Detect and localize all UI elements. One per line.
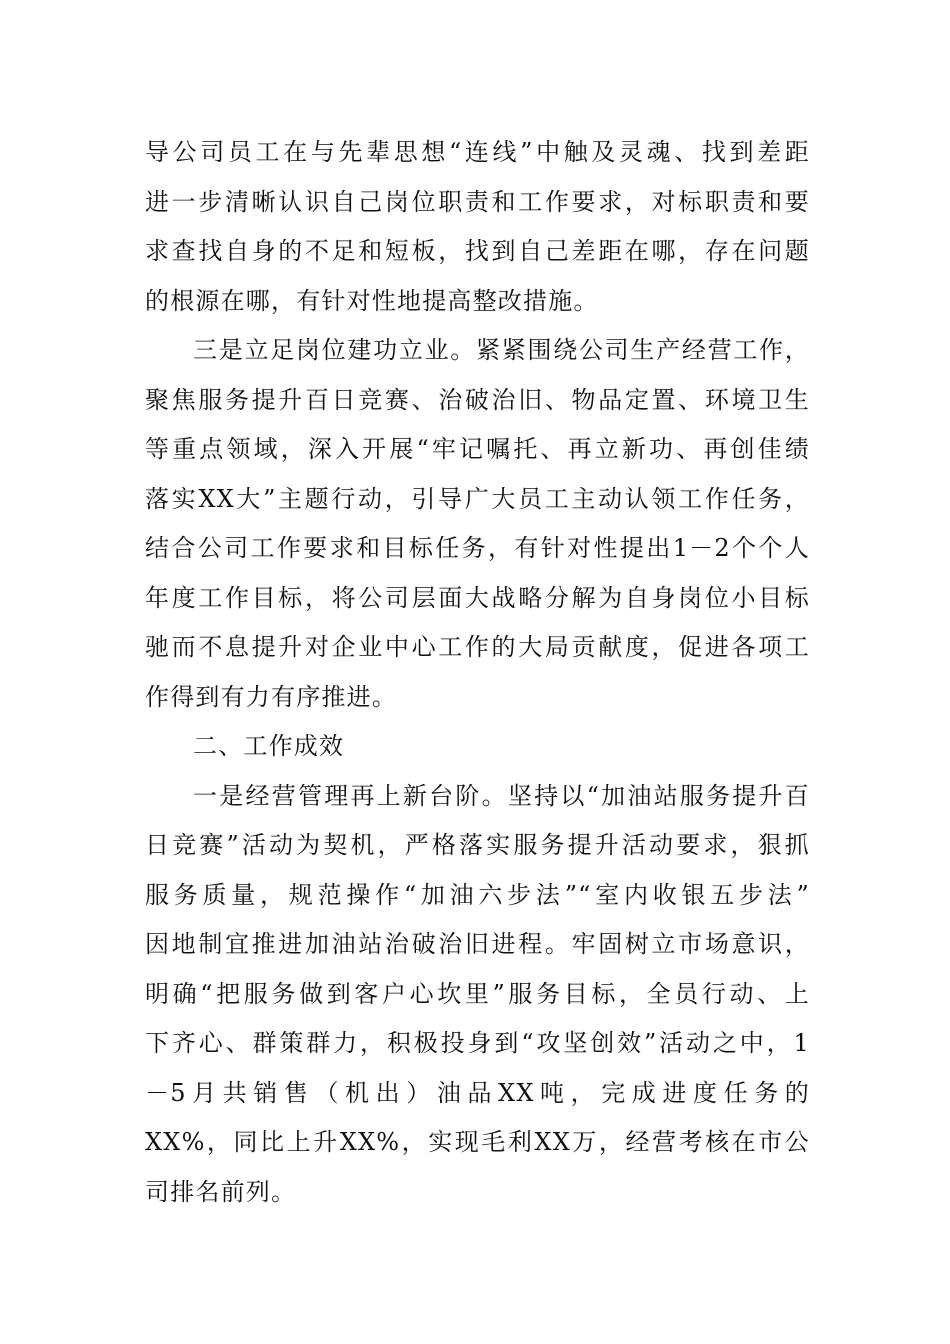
text-line: 年度工作目标，将公司层面大战略分解为自身岗位小目标 [145,583,810,612]
text-line: 一是经营管理再上新台阶。坚持以“加油站服务提升百 [193,781,810,810]
text-line: 求查找自身的不足和短板，找到自己差距在哪，存在问题 [145,237,810,265]
text-line: 因地制宜推进加油站治破治旧进程。牢固树立市场意识， [145,930,810,958]
section-heading: 二、工作成效 [193,732,345,760]
text-line: 的根源在哪，有针对性地提高整改措施。 [145,286,599,315]
text-line: 结合公司工作要求和目标任务，有针对性提出1－2个个人 [145,534,810,562]
text-line: 作得到有力有序推进。 [145,682,397,711]
text-line: 明确“把服务做到客户心坎里”服务目标，全员行动、上 [145,979,810,1008]
text-line: 进一步清晰认识自己岗位职责和工作要求，对标职责和要 [145,187,810,216]
text-line: 下齐心、群策群力，积极投身到“攻坚创效”活动之中，1 [145,1029,810,1057]
document-body [145,128,810,1217]
text-line: 等重点领域，深入开展“牢记嘱托、再立新功、再创佳绩 [145,435,810,463]
text-line: 落实XX大”主题行动，引导广大员工主动认领工作任务， [145,484,810,513]
text-line: XX%，同比上升XX%，实现毛利XX万，经营考核在市公 [145,1128,810,1156]
text-line: 司排名前列。 [145,1177,297,1206]
text-line: 驰而不息提升对企业中心工作的大局贡献度，促进各项工 [145,633,810,661]
text-line: 日竞赛”活动为契机，严格落实服务提升活动要求，狠抓 [145,831,810,859]
text-line: 导公司员工在与先辈思想“连线”中触及灵魂、找到差距 [145,138,810,166]
text-line: 聚焦服务提升百日竞赛、治破治旧、物品定置、环境卫生 [145,385,810,414]
text-line: －5月共销售（机出）油品XX吨，完成进度任务的 [145,1078,810,1107]
text-line: 三是立足岗位建功立业。紧紧围绕公司生产经营工作， [193,336,810,364]
text-line: 服务质量，规范操作“加油六步法”“室内收银五步法” [145,880,810,909]
